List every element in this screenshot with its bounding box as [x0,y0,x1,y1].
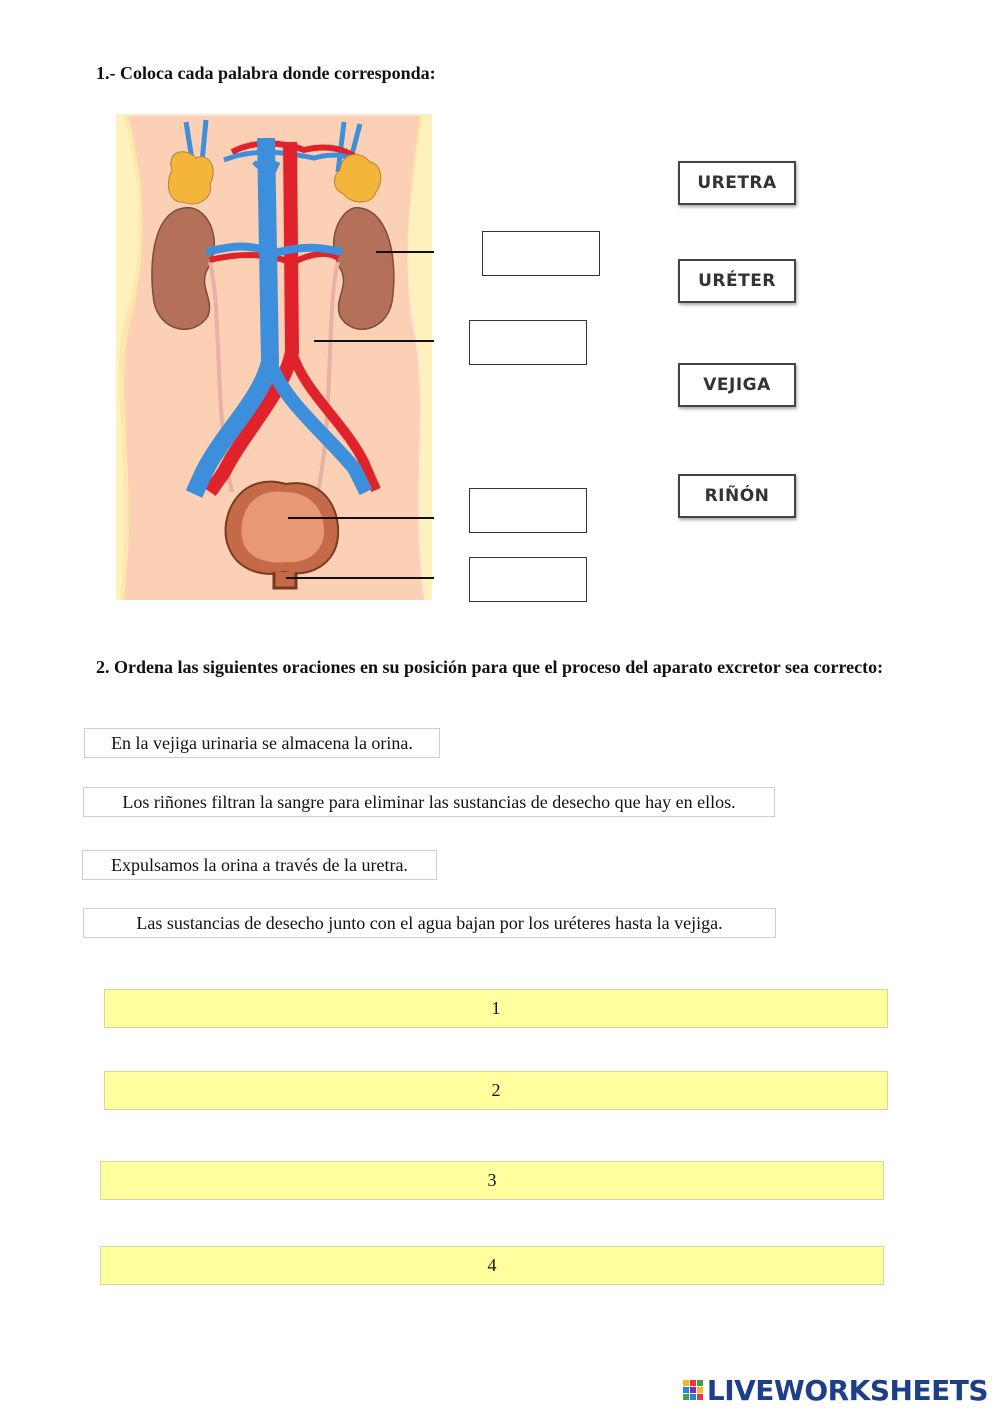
liveworksheets-brand [682,1372,988,1408]
sentence-card[interactable]: En la vejiga urinaria se almacena la orina. [84,728,440,758]
word-box-rinon[interactable]: RIÑÓN [678,474,796,518]
exercise-1-title: 1.- Coloca cada palabra donde corresponda: [96,63,436,83]
order-slot-2[interactable]: 2 [104,1071,888,1110]
sentence-card[interactable]: Las sustancias de desecho junto con el agua bajan por los uréteres hasta la vejiga. [83,908,776,938]
order-slot-4[interactable]: 4 [100,1246,884,1285]
exercise-2-title: 2. Ordena las siguientes oraciones en su posición para que el proceso del aparato excretor sea correcto: [96,657,884,677]
diagram-answer-box-bladder[interactable] [469,488,587,533]
brand-name: LIVEWORKSHEETS [706,1373,988,1407]
order-slot-1[interactable]: 1 [104,989,888,1028]
word-box-uretra[interactable]: URETRA [678,161,796,205]
diagram-answer-box-urethra[interactable] [469,557,587,602]
sentence-card[interactable]: Los riñones filtran la sangre para eliminar las sustancias de desecho que hay en ellos. [83,787,775,817]
urinary-system-diagram [114,112,434,602]
word-box-ureter[interactable]: URÉTER [678,259,796,303]
order-slot-3[interactable]: 3 [100,1161,884,1200]
diagram-answer-box-kidney[interactable] [482,231,600,276]
diagram-answer-box-ureter[interactable] [469,320,587,365]
word-box-vejiga[interactable]: VEJIGA [678,363,796,407]
sentence-card[interactable]: Expulsamos la orina a través de la uretra. [82,850,437,880]
liveworksheets-logo-icon [682,1378,704,1402]
